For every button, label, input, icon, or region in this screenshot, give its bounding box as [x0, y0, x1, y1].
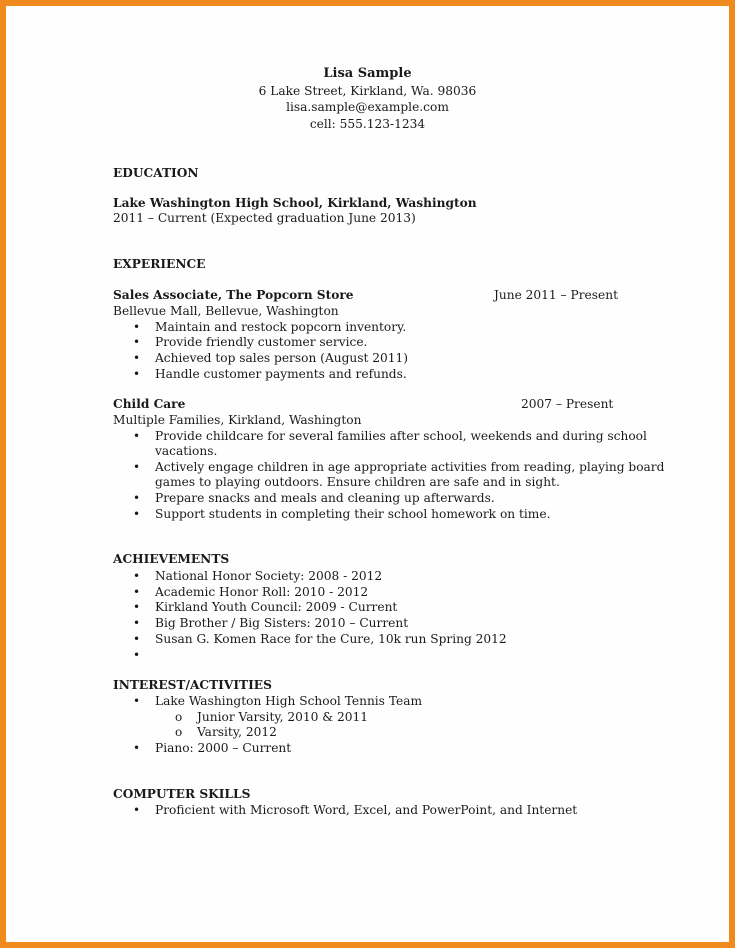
bullet-icon: • [133, 367, 141, 381]
job-location: Multiple Families, Kirkland, Washington [113, 413, 362, 427]
job-bullet: Prepare snacks and meals and cleaning up afterwards. [155, 491, 495, 505]
job-bullet: Actively engage children in age appropriate activities from reading, playing board [155, 460, 665, 474]
job-bullet: Support students in completing their school homework on time. [155, 507, 551, 521]
bullet-icon: • [133, 803, 141, 817]
job-bullet: Provide childcare for several families after school, weekends and during school [155, 429, 647, 443]
bullet-icon: • [133, 320, 141, 334]
bullet-icon: • [133, 491, 141, 505]
bullet-icon: • [133, 569, 141, 583]
education-dates: 2011 – Current (Expected graduation June 2013) [113, 211, 416, 225]
job-location: Bellevue Mall, Bellevue, Washington [113, 304, 339, 318]
resume-address: 6 Lake Street, Kirkland, Wa. 98036 [258, 84, 477, 98]
interests-heading: INTEREST/ACTIVITIES [113, 678, 272, 692]
job-dates: 2007 – Present [521, 397, 614, 411]
job-bullet-continued: vacations. [155, 444, 218, 458]
computer-skills-heading: COMPUTER SKILLS [113, 787, 251, 801]
education-school: Lake Washington High School, Kirkland, Washington [113, 196, 477, 210]
interest-sub-item: Varsity, 2012 [197, 725, 277, 739]
job-bullet: Achieved top sales person (August 2011) [155, 351, 409, 365]
job-title: Child Care [113, 397, 186, 411]
bullet-icon: • [133, 335, 141, 349]
achievement-item: Big Brother / Big Sisters: 2010 – Current [155, 616, 409, 630]
education-heading: EDUCATION [113, 166, 199, 180]
resume-name: Lisa Sample [323, 66, 412, 81]
job-bullet: Provide friendly customer service. [155, 335, 368, 349]
job-bullet: Handle customer payments and refunds. [155, 367, 407, 381]
sub-bullet-icon: o [175, 710, 183, 724]
bullet-icon: • [133, 694, 141, 708]
interest-item: Lake Washington High School Tennis Team [155, 694, 423, 708]
bullet-icon: • [133, 351, 141, 365]
bullet-icon: • [133, 616, 141, 630]
bullet-icon: • [133, 460, 141, 474]
achievement-item: National Honor Society: 2008 - 2012 [155, 569, 383, 583]
job-dates: June 2011 – Present [494, 288, 618, 302]
job-bullet: Maintain and restock popcorn inventory. [155, 320, 407, 334]
bullet-icon: • [133, 507, 141, 521]
sub-bullet-icon: o [175, 725, 183, 739]
experience-heading: EXPERIENCE [113, 257, 206, 271]
computer-skill-item: Proficient with Microsoft Word, Excel, and PowerPoint, and Internet [155, 803, 578, 817]
bullet-icon: • [133, 648, 141, 662]
resume-phone: cell: 555.123-1234 [309, 117, 426, 131]
achievements-heading: ACHIEVEMENTS [113, 552, 230, 566]
bullet-icon: • [133, 600, 141, 614]
bullet-icon: • [133, 429, 141, 443]
bullet-icon: • [133, 632, 141, 646]
resume-email: lisa.sample@example.com [286, 100, 449, 114]
achievement-item: Susan G. Komen Race for the Cure, 10k run Spring 2012 [155, 632, 507, 646]
achievement-item: Academic Honor Roll: 2010 - 2012 [155, 585, 369, 599]
job-title: Sales Associate, The Popcorn Store [113, 288, 354, 302]
interest-sub-item: Junior Varsity, 2010 & 2011 [197, 710, 368, 724]
bullet-icon: • [133, 585, 141, 599]
bullet-icon: • [133, 741, 141, 755]
job-bullet-continued: games to playing outdoors. Ensure children are safe and in sight. [155, 475, 560, 489]
achievement-item: Kirkland Youth Council: 2009 - Current [155, 600, 398, 614]
interest-item: Piano: 2000 – Current [155, 741, 292, 755]
